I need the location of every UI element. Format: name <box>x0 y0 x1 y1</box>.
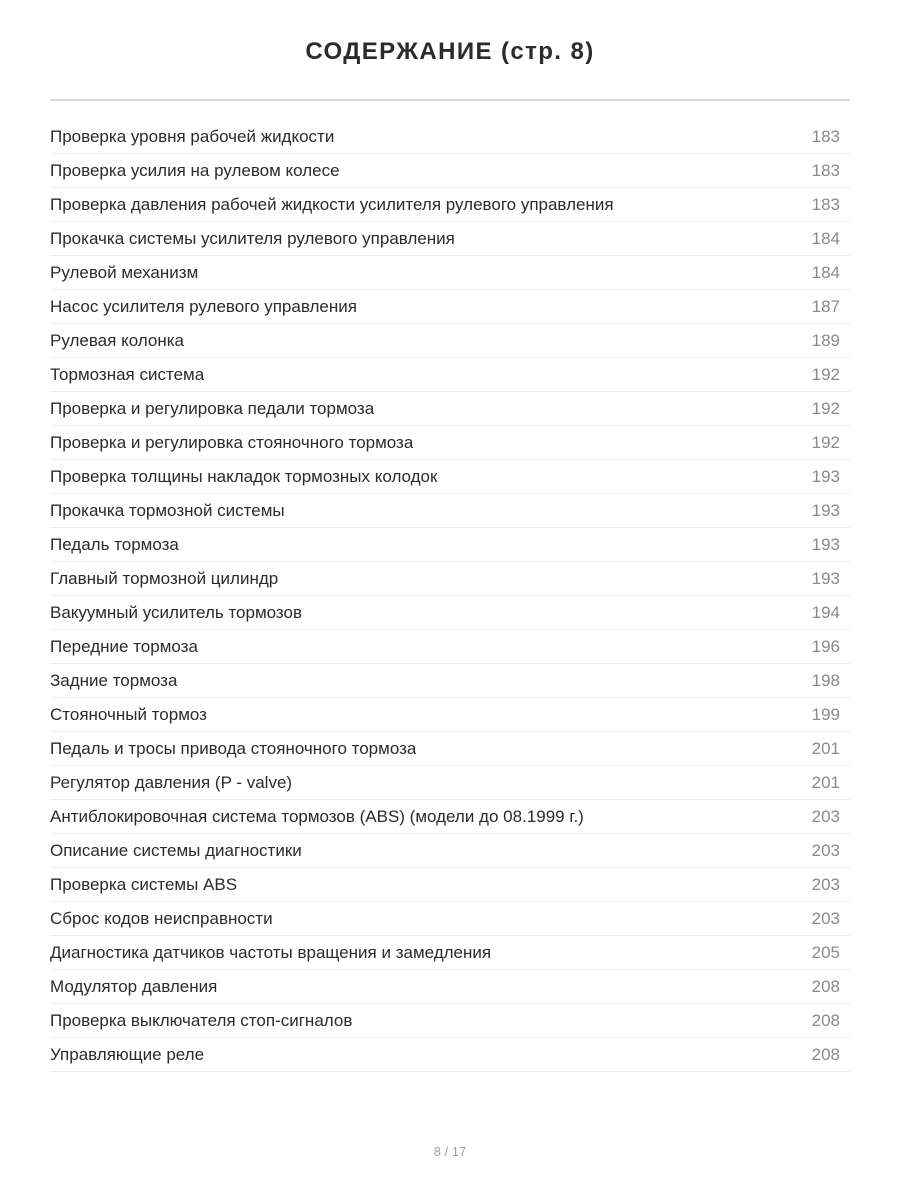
toc-entry-page-number: 208 <box>811 1010 840 1030</box>
toc-entry-page-number: 203 <box>811 806 840 826</box>
toc-entry-title: Педаль тормоза <box>50 534 179 554</box>
title-divider <box>50 99 850 101</box>
toc-entry[interactable] <box>50 1004 850 1038</box>
toc-entry[interactable] <box>50 1038 850 1072</box>
toc-entry-title: Тормозная система <box>50 364 205 384</box>
toc-entry[interactable] <box>50 698 850 732</box>
toc-entry-title: Проверка усилия на рулевом колесе <box>50 160 340 180</box>
toc-entry[interactable] <box>50 766 850 800</box>
toc-entry-page-number: 189 <box>811 330 840 350</box>
toc-entry[interactable] <box>50 562 850 596</box>
toc-entry-title: Проверка давления рабочей жидкости усилителя рулевого управления <box>50 194 614 214</box>
toc-entry-title: Проверка выключателя стоп-сигналов <box>50 1010 353 1030</box>
toc-entry-page-number: 205 <box>811 942 840 962</box>
toc-entry-page-number: 193 <box>811 534 840 554</box>
toc-entry-page-number: 184 <box>811 228 840 248</box>
toc-entry-page-number: 192 <box>811 398 840 418</box>
toc-entry[interactable] <box>50 358 850 392</box>
page-title: СОДЕРЖАНИЕ (стр. 8) <box>305 38 595 65</box>
toc-entry[interactable] <box>50 834 850 868</box>
toc-entry-title: Прокачка тормозной системы <box>50 500 285 520</box>
toc-entry[interactable] <box>50 494 850 528</box>
toc-entry-title: Модулятор давления <box>50 976 218 996</box>
toc-entry-page-number: 203 <box>811 874 840 894</box>
toc-entry-page-number: 196 <box>811 636 840 656</box>
toc-entry[interactable] <box>50 154 850 188</box>
toc-entry-page-number: 201 <box>811 738 840 758</box>
toc-entry[interactable] <box>50 120 850 154</box>
toc-entry-page-number: 208 <box>811 976 840 996</box>
toc-entry[interactable] <box>50 392 850 426</box>
toc-entry-title: Диагностика датчиков частоты вращения и замедления <box>50 942 492 962</box>
toc-entry[interactable] <box>50 426 850 460</box>
toc-entry[interactable] <box>50 664 850 698</box>
toc-entry-page-number: 193 <box>811 568 840 588</box>
toc-entry[interactable] <box>50 970 850 1004</box>
toc-entry-page-number: 192 <box>811 432 840 452</box>
toc-entry-page-number: 192 <box>811 364 840 384</box>
toc-entry-title: Проверка системы ABS <box>50 874 238 894</box>
toc-entry[interactable] <box>50 902 850 936</box>
toc-entry[interactable] <box>50 630 850 664</box>
toc-entry-title: Задние тормоза <box>50 670 178 690</box>
toc-entry-title: Проверка уровня рабочей жидкости <box>50 126 335 146</box>
toc-entry-page-number: 199 <box>811 704 840 724</box>
toc-entry[interactable] <box>50 528 850 562</box>
toc-entry[interactable] <box>50 222 850 256</box>
toc-entry[interactable] <box>50 256 850 290</box>
toc-entry-title: Управляющие реле <box>50 1044 205 1064</box>
toc-entry-title: Проверка и регулировка педали тормоза <box>50 398 375 418</box>
toc-entry[interactable] <box>50 800 850 834</box>
toc-entry[interactable] <box>50 732 850 766</box>
toc-entry-page-number: 201 <box>811 772 840 792</box>
toc-entry-page-number: 208 <box>811 1044 840 1064</box>
toc-entry-title: Педаль и тросы привода стояночного тормоза <box>50 738 417 758</box>
toc-entry-page-number: 203 <box>811 908 840 928</box>
toc-entry-title: Антиблокировочная система тормозов (ABS) (модели до 08.1999 г.) <box>50 806 584 826</box>
toc-entry-title: Передние тормоза <box>50 636 198 656</box>
toc-entry-page-number: 184 <box>811 262 840 282</box>
toc-entry-title: Насос усилителя рулевого управления <box>50 296 357 316</box>
toc-entry-title: Проверка толщины накладок тормозных колодок <box>50 466 438 486</box>
toc-entry-title: Стояночный тормоз <box>50 704 207 724</box>
toc-entry[interactable] <box>50 460 850 494</box>
toc-entry[interactable] <box>50 596 850 630</box>
toc-entry-page-number: 198 <box>811 670 840 690</box>
toc-entry-page-number: 183 <box>811 160 840 180</box>
toc-entry[interactable] <box>50 868 850 902</box>
toc-entry-page-number: 193 <box>811 466 840 486</box>
toc-entry-title: Регулятор давления (P - valve) <box>50 772 293 792</box>
toc-entry-page-number: 193 <box>811 500 840 520</box>
toc-entry-title: Прокачка системы усилителя рулевого управления <box>50 228 455 248</box>
toc-entry-page-number: 203 <box>811 840 840 860</box>
toc-entry[interactable] <box>50 324 850 358</box>
toc-entry[interactable] <box>50 936 850 970</box>
toc-entry-title: Рулевой механизм <box>50 262 199 282</box>
toc-entry-title: Рулевая колонка <box>50 330 184 350</box>
toc-entry-title: Сброс кодов неисправности <box>50 908 273 928</box>
toc-entry[interactable] <box>50 188 850 222</box>
page-counter: 8 / 17 <box>433 1144 467 1159</box>
toc-entry-title: Главный тормозной цилиндр <box>50 568 279 588</box>
toc-entry-page-number: 194 <box>811 602 840 622</box>
table-of-contents <box>50 120 850 1072</box>
toc-entry-page-number: 187 <box>811 296 840 316</box>
toc-entry[interactable] <box>50 290 850 324</box>
toc-entry-page-number: 183 <box>811 194 840 214</box>
toc-entry-title: Проверка и регулировка стояночного тормоза <box>50 432 414 452</box>
toc-entry-page-number: 183 <box>811 126 840 146</box>
toc-entry-title: Описание системы диагностики <box>50 840 302 860</box>
toc-entry-title: Вакуумный усилитель тормозов <box>50 602 302 622</box>
